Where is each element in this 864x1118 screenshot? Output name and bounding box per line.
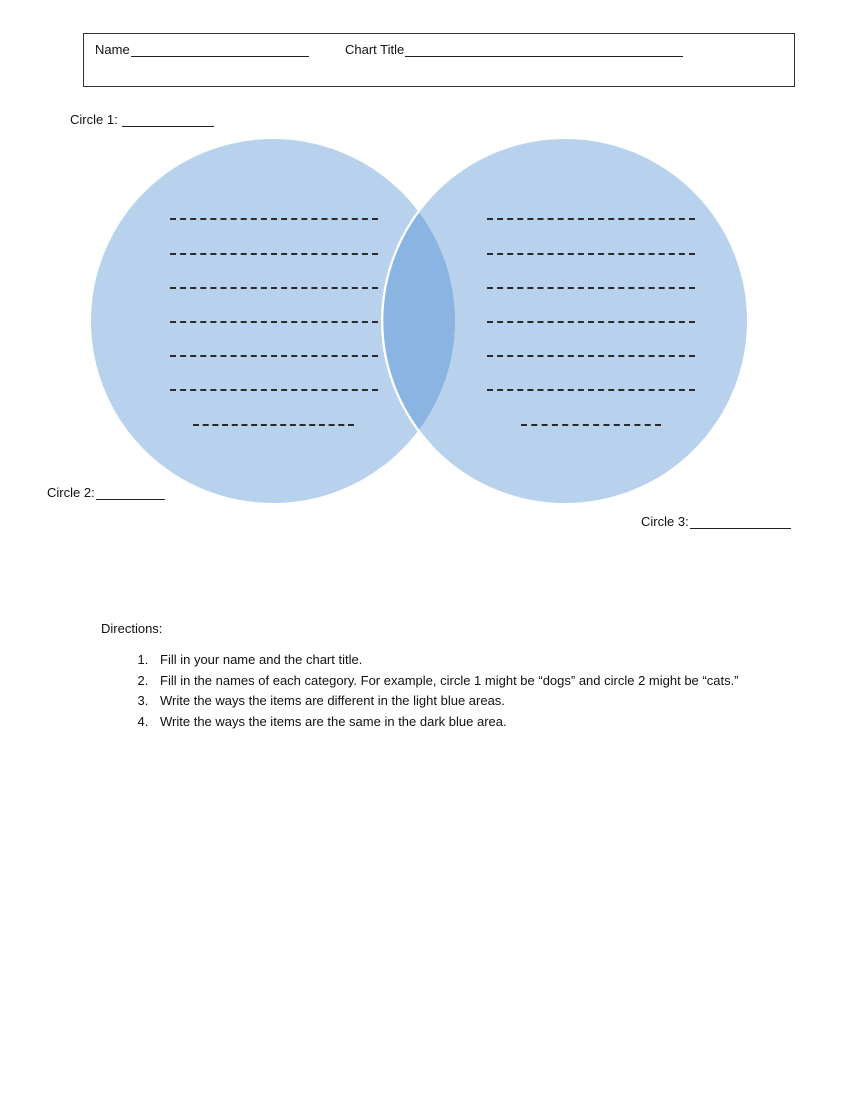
circle2-blank-line[interactable] (96, 487, 165, 500)
name-label: Name (95, 42, 130, 57)
right-write-line[interactable] (487, 218, 695, 220)
circle1-label: Circle 1: (70, 112, 118, 127)
left-write-line[interactable] (170, 218, 378, 220)
directions-section (101, 621, 761, 732)
direction-step: 1. Fill in your name and the chart title. (152, 650, 761, 671)
circle3-label: Circle 3: (641, 514, 689, 529)
right-write-line[interactable] (521, 424, 661, 426)
direction-step: 3. Write the ways the items are different in the light blue areas. (152, 691, 761, 712)
right-write-line[interactable] (487, 321, 695, 323)
left-write-line[interactable] (170, 389, 378, 391)
left-write-line[interactable] (170, 321, 378, 323)
right-write-line[interactable] (487, 287, 695, 289)
direction-step: 2. Fill in the names of each category. For example, circle 1 might be “dogs” and circle 2 might be “cats.” (152, 671, 761, 692)
directions-title: Directions: (101, 621, 163, 636)
direction-step: 4. Write the ways the items are the same in the dark blue area. (152, 712, 761, 733)
circle2-label: Circle 2: (47, 485, 95, 500)
directions-list (101, 650, 761, 732)
right-write-line[interactable] (487, 355, 695, 357)
circle2-label-field[interactable] (47, 485, 165, 500)
right-write-line[interactable] (487, 389, 695, 391)
right-write-line[interactable] (487, 253, 695, 255)
circle3-blank-line[interactable] (690, 516, 791, 529)
left-write-line[interactable] (193, 424, 354, 426)
chart-title-label: Chart Title (345, 42, 405, 57)
left-write-line[interactable] (170, 355, 378, 357)
left-write-line[interactable] (170, 287, 378, 289)
left-write-line[interactable] (170, 253, 378, 255)
circle3-label-field[interactable] (641, 514, 791, 529)
